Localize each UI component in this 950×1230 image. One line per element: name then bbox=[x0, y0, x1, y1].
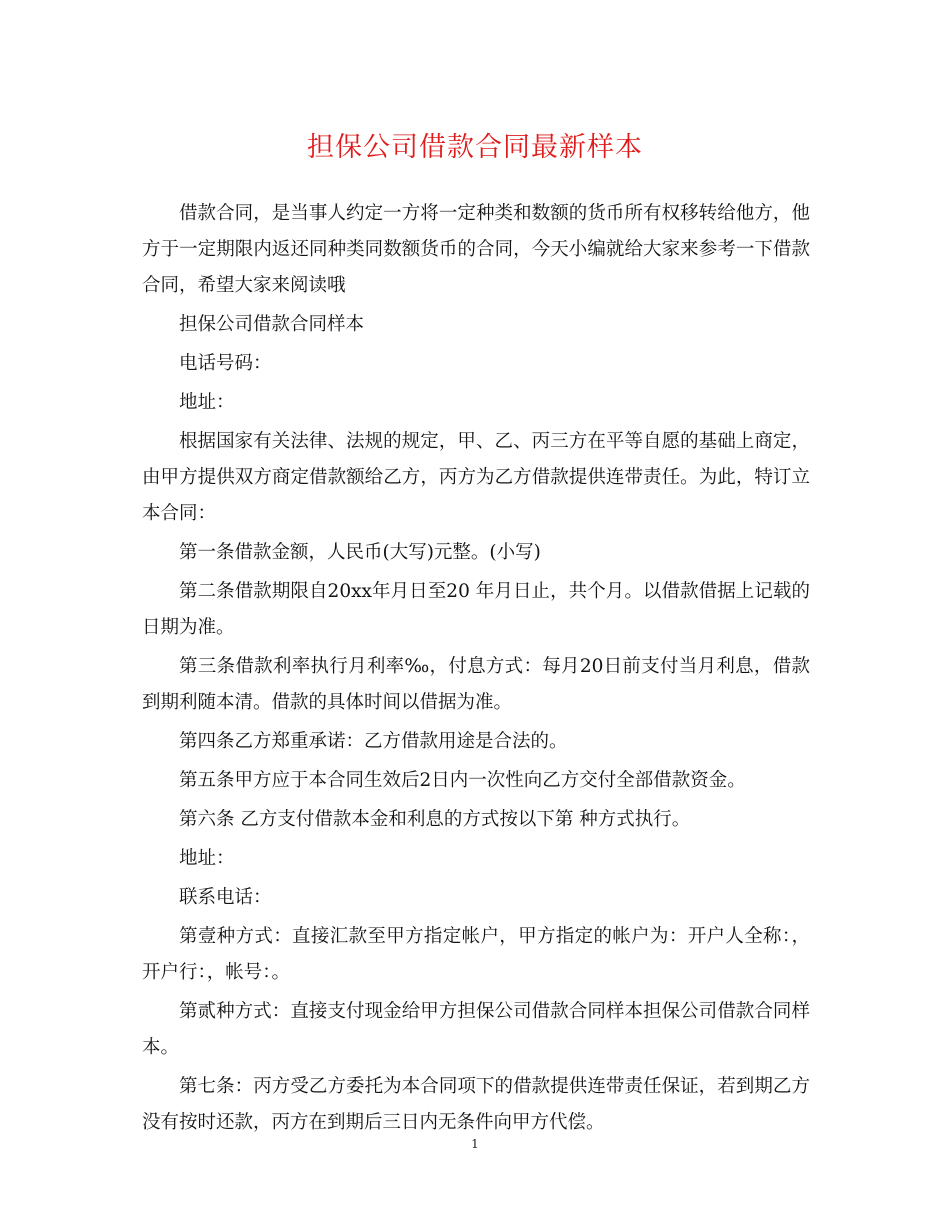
paragraph-phone: 电话号码： bbox=[179, 353, 272, 374]
paragraph-article-1: 第一条借款金额，人民币(大写)元整。(小写) bbox=[179, 542, 541, 563]
paragraph-address-2: 地址： bbox=[179, 848, 235, 869]
paragraph-address: 地址： bbox=[179, 392, 235, 413]
paragraph-method-1: 第壹种方式：直接汇款至甲方指定帐户，甲方指定的帐户为：开户人全称：，开户行：，帐号：。 bbox=[142, 926, 810, 983]
paragraph-intro: 借款合同，是当事人约定一方将一定种类和数额的货币所有权移转给他方，他方于一定期限内返还同种类同数额货币的合同，今天小编就给大家来参考一下借款合同，希望大家来阅读哦 bbox=[142, 203, 810, 296]
paragraph-article-4: 第四条乙方郑重承诺：乙方借款用途是合法的。 bbox=[179, 731, 568, 752]
paragraph-article-2: 第二条借款期限自20xx年月日至20 年月日止，共个月。以借款借据上记载的日期为准。 bbox=[142, 581, 810, 638]
paragraph-article-5: 第五条甲方应于本合同生效后2日内一次性向乙方交付全部借款资金。 bbox=[179, 770, 746, 791]
paragraph-method-2: 第贰种方式：直接支付现金给甲方担保公司借款合同样本担保公司借款合同样本。 bbox=[142, 1001, 810, 1058]
paragraph-article-3: 第三条借款利率执行月利率‰，付息方式：每月20日前支付当月利息，借款到期利随本清。借款的具体时间以借据为准。 bbox=[142, 656, 810, 713]
paragraph-sample-heading: 担保公司借款合同样本 bbox=[179, 314, 365, 335]
page-number: 1 bbox=[471, 1137, 479, 1151]
document-title: 担保公司借款合同最新样本 bbox=[307, 132, 643, 163]
paragraph-preamble: 根据国家有关法律、法规的规定，甲、乙、丙三方在平等自愿的基础上商定，由甲方提供双方商定借款额给乙方，丙方为乙方借款提供连带责任。为此，特订立本合同： bbox=[142, 431, 810, 524]
document-body bbox=[142, 196, 810, 1144]
paragraph-contact-phone: 联系电话： bbox=[179, 887, 272, 908]
paragraph-article-6: 第六条 乙方支付借款本金和利息的方式按以下第 种方式执行。 bbox=[179, 809, 691, 830]
paragraph-article-7: 第七条：丙方受乙方委托为本合同项下的借款提供连带责任保证，若到期乙方没有按时还款，丙方在到期后三日内无条件向甲方代偿。 bbox=[142, 1076, 810, 1133]
